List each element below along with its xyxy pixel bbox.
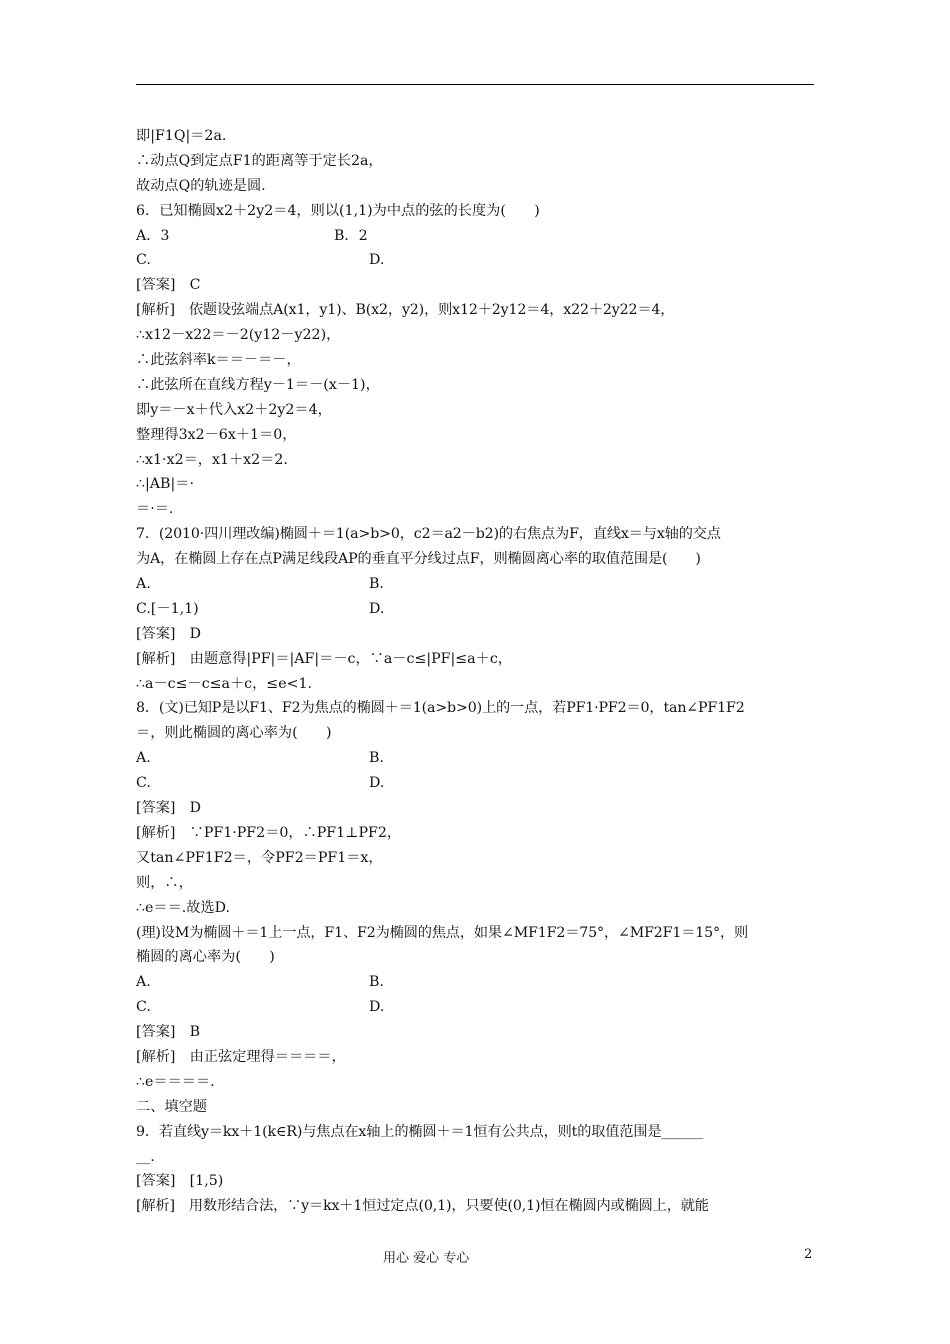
option-b: B. <box>369 974 384 991</box>
option-d: D. <box>369 252 385 269</box>
text-line: 则，∴， <box>136 874 193 891</box>
options-row <box>136 248 816 273</box>
question-6-stem: 6．已知椭圆x2＋2y2＝4，则以(1,1)为中点的弦的长度为( ) <box>136 202 540 219</box>
option-b: B. <box>369 750 384 767</box>
analysis-line: [解析] 依题设弦端点A(x1，y1)、B(x2，y2)，则x12＋2y12＝4，x22＋2y22＝4， <box>136 302 675 319</box>
question-8-stem-cont: ＝，则此椭圆的离心率为( ) <box>136 725 332 742</box>
text-line: ∴动点Q到定点F1的距离等于定长2a， <box>136 152 383 169</box>
option-d: D. <box>369 775 385 792</box>
options-row <box>136 771 816 796</box>
options-row <box>136 224 816 249</box>
text-line: ∴x12－x22＝－2(y12－y22)， <box>136 327 341 344</box>
options-row <box>136 572 816 597</box>
option-b: B．2 <box>334 227 368 244</box>
option-a: A. <box>136 974 151 991</box>
option-a: A．3 <box>136 227 170 244</box>
text-line: ＝·＝. <box>136 501 174 518</box>
question-8-li-stem: (理)设M为椭圆＋＝1上一点，F1、F2为椭圆的焦点，如果∠MF1F2＝75°，∠MF2F1＝15°，则 <box>136 924 749 941</box>
section-heading: 二、填空题 <box>136 1098 207 1115</box>
option-d: D. <box>369 600 385 617</box>
text-line: ∴|AB|＝· <box>136 476 194 493</box>
text-line: 整理得3x2－6x＋1＝0， <box>136 426 297 443</box>
question-8-stem: 8．(文)已知P是以F1、F2为焦点的椭圆＋＝1(a>b>0)上的一点，若PF1·PF2＝0，tan∠PF1F2 <box>136 700 745 717</box>
option-c: C. <box>136 252 151 269</box>
option-c: C. <box>136 775 151 792</box>
answer-label: [答案] C <box>136 277 201 294</box>
page-body <box>136 124 816 1219</box>
question-8-li-stem-cont: 椭圆的离心率为( ) <box>136 949 275 966</box>
answer-label: [答案] [1,5) <box>136 1173 224 1190</box>
page-number: 2 <box>804 1247 813 1262</box>
options-row <box>136 995 816 1020</box>
question-7-stem-cont: 为A，在椭圆上存在点P满足线段AP的垂直平分线过点F，则椭圆离心率的取值范围是( ) <box>136 551 701 568</box>
text-line: 即y＝－x＋代入x2＋2y2＝4， <box>136 401 332 418</box>
answer-label: [答案] D <box>136 800 202 817</box>
text-line: ∴此弦所在直线方程y－1＝－(x－1)， <box>136 376 380 393</box>
text-line: ∴此弦斜率k＝＝－＝－， <box>136 352 301 369</box>
question-7-stem: 7．(2010·四川理改编)椭圆＋＝1(a>b>0，c2＝a2－b2)的右焦点为F，直线x＝与x轴的交点 <box>136 526 721 543</box>
text-line: ∴a－c≤－c≤a＋c，≤e<1. <box>136 675 313 692</box>
text-line: ∴e＝＝.故选D. <box>136 899 231 916</box>
option-c: C. <box>136 999 151 1016</box>
footer-slogan: 用心 爱心 专心 <box>383 1251 470 1266</box>
answer-label: [答案] B <box>136 1024 201 1041</box>
text-line: 即|F1Q|＝2a. <box>136 128 227 144</box>
text-line: ∴e＝＝＝＝. <box>136 1073 215 1090</box>
option-b: B. <box>369 576 384 593</box>
text-line: 故动点Q的轨迹是圆. <box>136 177 266 194</box>
options-row <box>136 970 816 995</box>
question-9-stem: 9．若直线y＝kx＋1(k∈R)与焦点在x轴上的椭圆＋＝1恒有公共点，则t的取值范围是______ <box>136 1123 704 1140</box>
header-rule <box>136 84 814 85</box>
options-row <box>136 597 816 622</box>
text-line: ∴x1·x2＝，x1＋x2＝2. <box>136 451 288 468</box>
option-c: C.[－1,1) <box>136 600 199 617</box>
analysis-line: [解析] 由题意得|PF|＝|AF|＝－c，∵a－c≤|PF|≤a＋c， <box>136 650 512 667</box>
analysis-line: [解析] ∵PF1·PF2＝0，∴PF1⊥PF2， <box>136 824 402 841</box>
option-a: A. <box>136 576 151 593</box>
analysis-line: [解析] 由正弦定理得＝＝＝＝， <box>136 1048 346 1065</box>
option-a: A. <box>136 750 151 767</box>
question-9-stem-cont: __. <box>136 1148 155 1165</box>
options-row <box>136 746 816 771</box>
text-line: 又tan∠PF1F2＝，令PF2＝PF1＝x， <box>136 849 383 866</box>
analysis-line: [解析] 用数形结合法，∵y＝kx＋1恒过定点(0,1)，只要使(0,1)恒在椭圆内或椭圆上，就能 <box>136 1198 709 1215</box>
answer-label: [答案] D <box>136 625 202 642</box>
option-d: D. <box>369 999 385 1016</box>
